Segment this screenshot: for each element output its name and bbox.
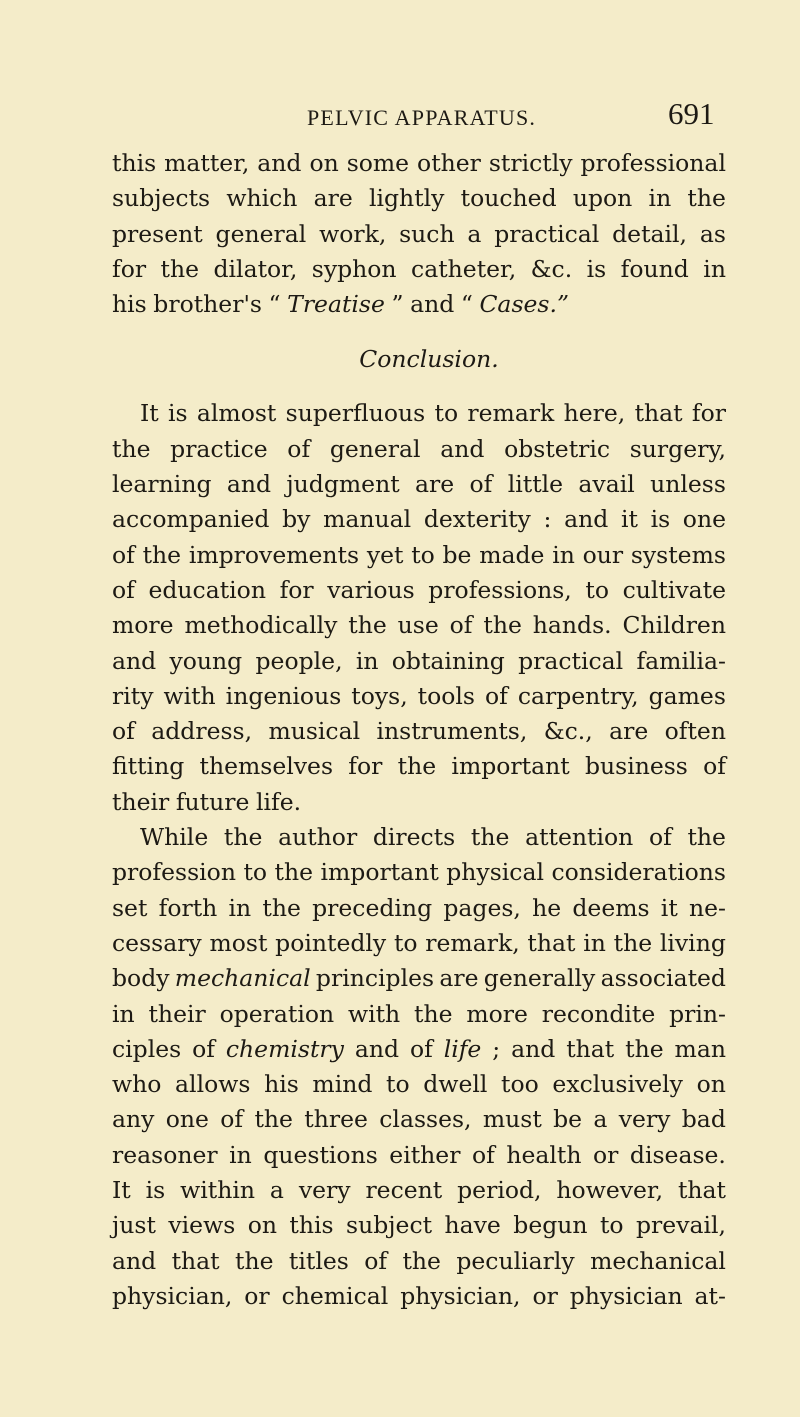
word: generally	[483, 964, 596, 993]
word: most	[209, 928, 268, 957]
word: who	[112, 1070, 162, 1099]
word: manual	[323, 505, 412, 534]
word: that	[171, 1246, 220, 1275]
word: surgery,	[629, 434, 726, 463]
word: a	[593, 1105, 608, 1134]
word: one	[165, 1105, 209, 1134]
word: considerations	[551, 858, 726, 887]
word: however,	[556, 1176, 664, 1205]
body-text	[112, 146, 726, 1314]
word: unless	[650, 470, 726, 499]
word: and	[257, 149, 302, 177]
word: people,	[255, 646, 343, 675]
word: professions,	[428, 575, 572, 604]
word: instruments,	[376, 717, 528, 746]
word: of	[364, 1246, 388, 1275]
word: catheter,	[411, 254, 517, 283]
word: matter,	[164, 149, 250, 177]
word: in	[355, 646, 379, 675]
word: future	[175, 787, 250, 816]
word: the	[687, 823, 726, 852]
word: young	[169, 646, 243, 675]
word: his	[264, 1070, 299, 1099]
word: very	[618, 1105, 671, 1134]
word: remark,	[425, 928, 520, 957]
word: disease.	[629, 1140, 726, 1169]
word: that	[566, 1034, 615, 1063]
word: and	[354, 1034, 400, 1063]
word: this	[112, 149, 157, 177]
word: to	[243, 858, 268, 887]
word: or	[532, 1281, 558, 1310]
word: with	[347, 999, 401, 1028]
text-line	[112, 1138, 726, 1173]
word: the	[112, 434, 151, 463]
word: and	[112, 1246, 157, 1275]
word: present	[112, 219, 203, 248]
word: dwell	[423, 1070, 488, 1099]
word: with	[163, 681, 216, 710]
word: titles	[288, 1246, 349, 1275]
word: the	[483, 611, 522, 640]
word: obtaining	[391, 646, 505, 675]
word: body	[112, 964, 170, 993]
text-line	[112, 961, 726, 996]
text-line	[112, 1102, 726, 1137]
word: are	[415, 470, 455, 499]
word: carpentry,	[517, 681, 639, 710]
word: allows	[175, 1070, 251, 1099]
word: &c.,	[543, 717, 593, 746]
word: the	[402, 1246, 441, 1275]
word: by	[282, 505, 311, 534]
text-line	[112, 820, 726, 855]
word: strictly	[488, 149, 573, 177]
word: exclusively	[552, 1070, 683, 1099]
word: of	[409, 1034, 433, 1063]
word: period,	[457, 1176, 542, 1205]
word: health	[506, 1140, 582, 1169]
word: Cases.”	[479, 290, 569, 319]
word: he	[532, 893, 562, 922]
word: or	[244, 1281, 270, 1310]
word: practical	[494, 219, 600, 248]
word: physician,	[400, 1281, 521, 1310]
word: other	[417, 149, 481, 177]
word: mind	[312, 1070, 373, 1099]
word: life	[443, 1034, 482, 1063]
word: ne-	[688, 893, 726, 922]
word: views	[168, 1211, 236, 1240]
word: prin-	[669, 999, 726, 1028]
word: questions	[263, 1140, 378, 1169]
word: just	[112, 1211, 156, 1240]
word: and	[564, 505, 609, 534]
word: are	[439, 964, 479, 993]
word: of	[112, 717, 135, 746]
word: in	[583, 928, 606, 957]
word: general	[329, 434, 421, 463]
word: the	[142, 540, 182, 569]
word: the	[470, 823, 510, 852]
word: for	[279, 575, 314, 604]
word: to	[599, 1211, 624, 1240]
word: important	[320, 858, 439, 887]
word: little	[507, 470, 564, 499]
word: profession	[112, 858, 236, 887]
word: such	[399, 219, 455, 248]
word: on	[696, 1070, 726, 1099]
word: the	[625, 1034, 664, 1063]
word: education	[148, 575, 266, 604]
word: syphon	[311, 254, 397, 283]
word: principles	[315, 964, 435, 993]
word: on	[247, 1211, 277, 1240]
text-line	[112, 997, 726, 1032]
text-line	[112, 217, 726, 252]
word: judgment	[286, 470, 400, 499]
text-line	[112, 749, 726, 784]
word: within	[180, 1176, 255, 1205]
word: upon	[572, 184, 633, 213]
word: of	[287, 434, 311, 463]
word: their	[112, 787, 170, 816]
word: general	[215, 219, 307, 248]
text-line	[112, 785, 726, 820]
word: “	[460, 290, 473, 319]
word: of	[112, 540, 135, 569]
word: work,	[319, 219, 387, 248]
word: pointedly	[275, 928, 387, 957]
text-line	[112, 926, 726, 961]
word: avail	[578, 470, 635, 499]
word: practice	[170, 434, 268, 463]
text-line	[112, 181, 726, 216]
word: peculiarly	[456, 1246, 575, 1275]
text-line	[112, 146, 726, 181]
word: chemistry	[225, 1034, 344, 1063]
word: business	[584, 752, 688, 781]
word: the	[160, 254, 200, 283]
word: of	[449, 611, 473, 640]
word: in	[228, 893, 252, 922]
word: physician,	[112, 1281, 233, 1310]
word: the	[274, 858, 314, 887]
word: accompanied	[112, 505, 270, 534]
word: his	[112, 290, 147, 319]
word: their	[148, 999, 206, 1028]
word: in	[703, 254, 726, 283]
word: prevail,	[636, 1211, 726, 1240]
word: subject	[346, 1211, 433, 1240]
text-line	[112, 1208, 726, 1243]
word: some	[346, 149, 410, 177]
word: for	[348, 752, 383, 781]
word: be	[442, 540, 472, 569]
word: bad	[681, 1105, 726, 1134]
word: in	[552, 540, 575, 569]
word: recent	[365, 1176, 443, 1205]
word: our	[582, 540, 624, 569]
word: games	[648, 681, 726, 710]
text-line	[112, 396, 726, 431]
word: the	[254, 1105, 293, 1134]
word: it	[660, 893, 678, 922]
word: “	[268, 290, 281, 319]
paragraph-1	[112, 146, 726, 322]
word: life.	[255, 787, 302, 816]
word: in	[648, 184, 672, 213]
word: of	[112, 575, 135, 604]
word: this	[289, 1211, 334, 1240]
word: the	[262, 893, 301, 922]
word: of	[703, 752, 726, 781]
text-line	[112, 855, 726, 890]
word: :	[543, 505, 552, 534]
text-line	[112, 1032, 726, 1067]
word: ;	[492, 1034, 501, 1063]
word: cessary	[112, 928, 202, 957]
word: found	[620, 254, 689, 283]
word: directs	[372, 823, 456, 852]
word: of	[220, 1105, 244, 1134]
word: physical	[446, 858, 544, 887]
word: to	[585, 575, 609, 604]
word: that	[634, 399, 683, 428]
word: the	[223, 823, 263, 852]
word: ingenious	[225, 681, 342, 710]
word: &c.	[530, 254, 573, 283]
word: detail,	[612, 219, 688, 248]
word: is	[650, 505, 671, 534]
word: the	[348, 611, 387, 640]
word: that	[527, 928, 576, 957]
word: of	[469, 470, 493, 499]
word: to	[411, 540, 435, 569]
word: deems	[572, 893, 650, 922]
word: it	[620, 505, 638, 534]
word: as	[699, 219, 726, 248]
word: at-	[694, 1281, 726, 1310]
word: physician	[569, 1281, 683, 1310]
word: three	[304, 1105, 368, 1134]
word: the	[397, 752, 437, 781]
word: address,	[151, 717, 253, 746]
section-heading: Conclusion.	[359, 345, 499, 374]
word: must	[482, 1105, 542, 1134]
word: to	[393, 928, 418, 957]
word: one	[682, 505, 726, 534]
word: of	[648, 823, 672, 852]
word: preceding	[312, 893, 433, 922]
word: cultivate	[622, 575, 726, 604]
text-line	[112, 679, 726, 714]
word: associated	[600, 964, 726, 993]
word: of	[192, 1034, 215, 1063]
page-number: 691	[668, 96, 715, 131]
word: in	[112, 999, 135, 1028]
word: improvements	[188, 540, 360, 569]
word: that	[677, 1176, 726, 1205]
word: learning	[112, 470, 212, 499]
word: more	[466, 999, 528, 1028]
word: the	[414, 999, 453, 1028]
word: remark	[467, 399, 555, 428]
word: and	[112, 646, 157, 675]
text-line	[112, 573, 726, 608]
word: have	[444, 1211, 501, 1240]
word: operation	[219, 999, 335, 1028]
word: methodically	[184, 611, 338, 640]
word: here,	[563, 399, 626, 428]
word: begun	[513, 1211, 588, 1240]
word: or	[593, 1140, 619, 1169]
word: in	[229, 1140, 252, 1169]
text-line	[112, 891, 726, 926]
word: systems	[630, 540, 726, 569]
word: the	[613, 928, 653, 957]
word: While	[140, 823, 209, 852]
word: of	[471, 1140, 495, 1169]
word: is	[145, 1176, 166, 1205]
word: various	[327, 575, 415, 604]
word: recondite	[541, 999, 656, 1028]
word: a	[269, 1176, 284, 1205]
word: man	[674, 1034, 726, 1063]
word: to	[434, 399, 459, 428]
word: mechanical	[174, 964, 311, 993]
word: professional	[580, 149, 726, 177]
word: more	[112, 611, 174, 640]
word: Treatise	[287, 290, 385, 319]
word: chemical	[281, 1281, 389, 1310]
word: too	[501, 1070, 539, 1099]
word: fitting	[112, 752, 185, 781]
word: hands.	[532, 611, 612, 640]
word: is	[586, 254, 607, 283]
word: lightly	[368, 184, 445, 213]
word: set	[112, 893, 148, 922]
word: any	[112, 1105, 155, 1134]
word: It	[112, 1176, 131, 1205]
word: musical	[268, 717, 361, 746]
word: either	[389, 1140, 461, 1169]
text-line	[112, 608, 726, 643]
text-line	[112, 287, 726, 322]
word: are	[313, 184, 353, 213]
word: very	[298, 1176, 351, 1205]
word: a	[467, 219, 482, 248]
word: mechanical	[590, 1246, 726, 1275]
word: and	[511, 1034, 556, 1063]
word: forth	[158, 893, 218, 922]
text-line	[112, 252, 726, 287]
word: superfluous	[285, 399, 426, 428]
text-line	[112, 1173, 726, 1208]
paragraph-2	[112, 396, 726, 820]
text-line	[112, 502, 726, 537]
word: made	[479, 540, 545, 569]
word: which	[226, 184, 298, 213]
paragraph-3	[112, 820, 726, 1314]
running-head: PELVIC APPARATUS.	[307, 105, 537, 130]
word: use	[397, 611, 439, 640]
word: and	[226, 470, 272, 499]
word: dexterity	[423, 505, 531, 534]
word: pages,	[443, 893, 521, 922]
word: is	[168, 399, 188, 428]
word: themselves	[199, 752, 334, 781]
text-line	[112, 1279, 726, 1314]
word: subjects	[112, 184, 211, 213]
word: dilator,	[213, 254, 298, 283]
text-line	[112, 714, 726, 749]
word: classes,	[379, 1105, 472, 1134]
word: ”	[391, 290, 404, 319]
word: attention	[525, 823, 634, 852]
text-line	[112, 432, 726, 467]
word: and	[410, 290, 455, 319]
word: for	[691, 399, 726, 428]
word: rity	[112, 681, 154, 710]
word: brother's	[153, 290, 262, 319]
word: the	[235, 1246, 274, 1275]
word: Children	[622, 611, 726, 640]
word: important	[451, 752, 570, 781]
word: obstetric	[504, 434, 611, 463]
word: the	[687, 184, 726, 213]
text-line	[112, 467, 726, 502]
word: familia-	[636, 646, 726, 675]
word: are	[609, 717, 649, 746]
word: It	[140, 399, 159, 428]
word: for	[112, 254, 147, 283]
text-line	[112, 1244, 726, 1279]
text-line	[112, 538, 726, 573]
word: tools	[417, 681, 475, 710]
word: author	[278, 823, 358, 852]
word: on	[309, 149, 339, 177]
word: often	[664, 717, 726, 746]
word: toys,	[351, 681, 408, 710]
word: ciples	[112, 1034, 182, 1063]
text-line	[112, 644, 726, 679]
word: almost	[196, 399, 277, 428]
word: and	[440, 434, 485, 463]
word: reasoner	[112, 1140, 218, 1169]
word: to	[386, 1070, 410, 1099]
word: of	[484, 681, 508, 710]
word: living	[659, 928, 726, 957]
word: practical	[518, 646, 624, 675]
word: be	[553, 1105, 583, 1134]
word: touched	[460, 184, 557, 213]
text-line	[112, 1067, 726, 1102]
page-header	[0, 91, 800, 135]
word: yet	[366, 540, 404, 569]
